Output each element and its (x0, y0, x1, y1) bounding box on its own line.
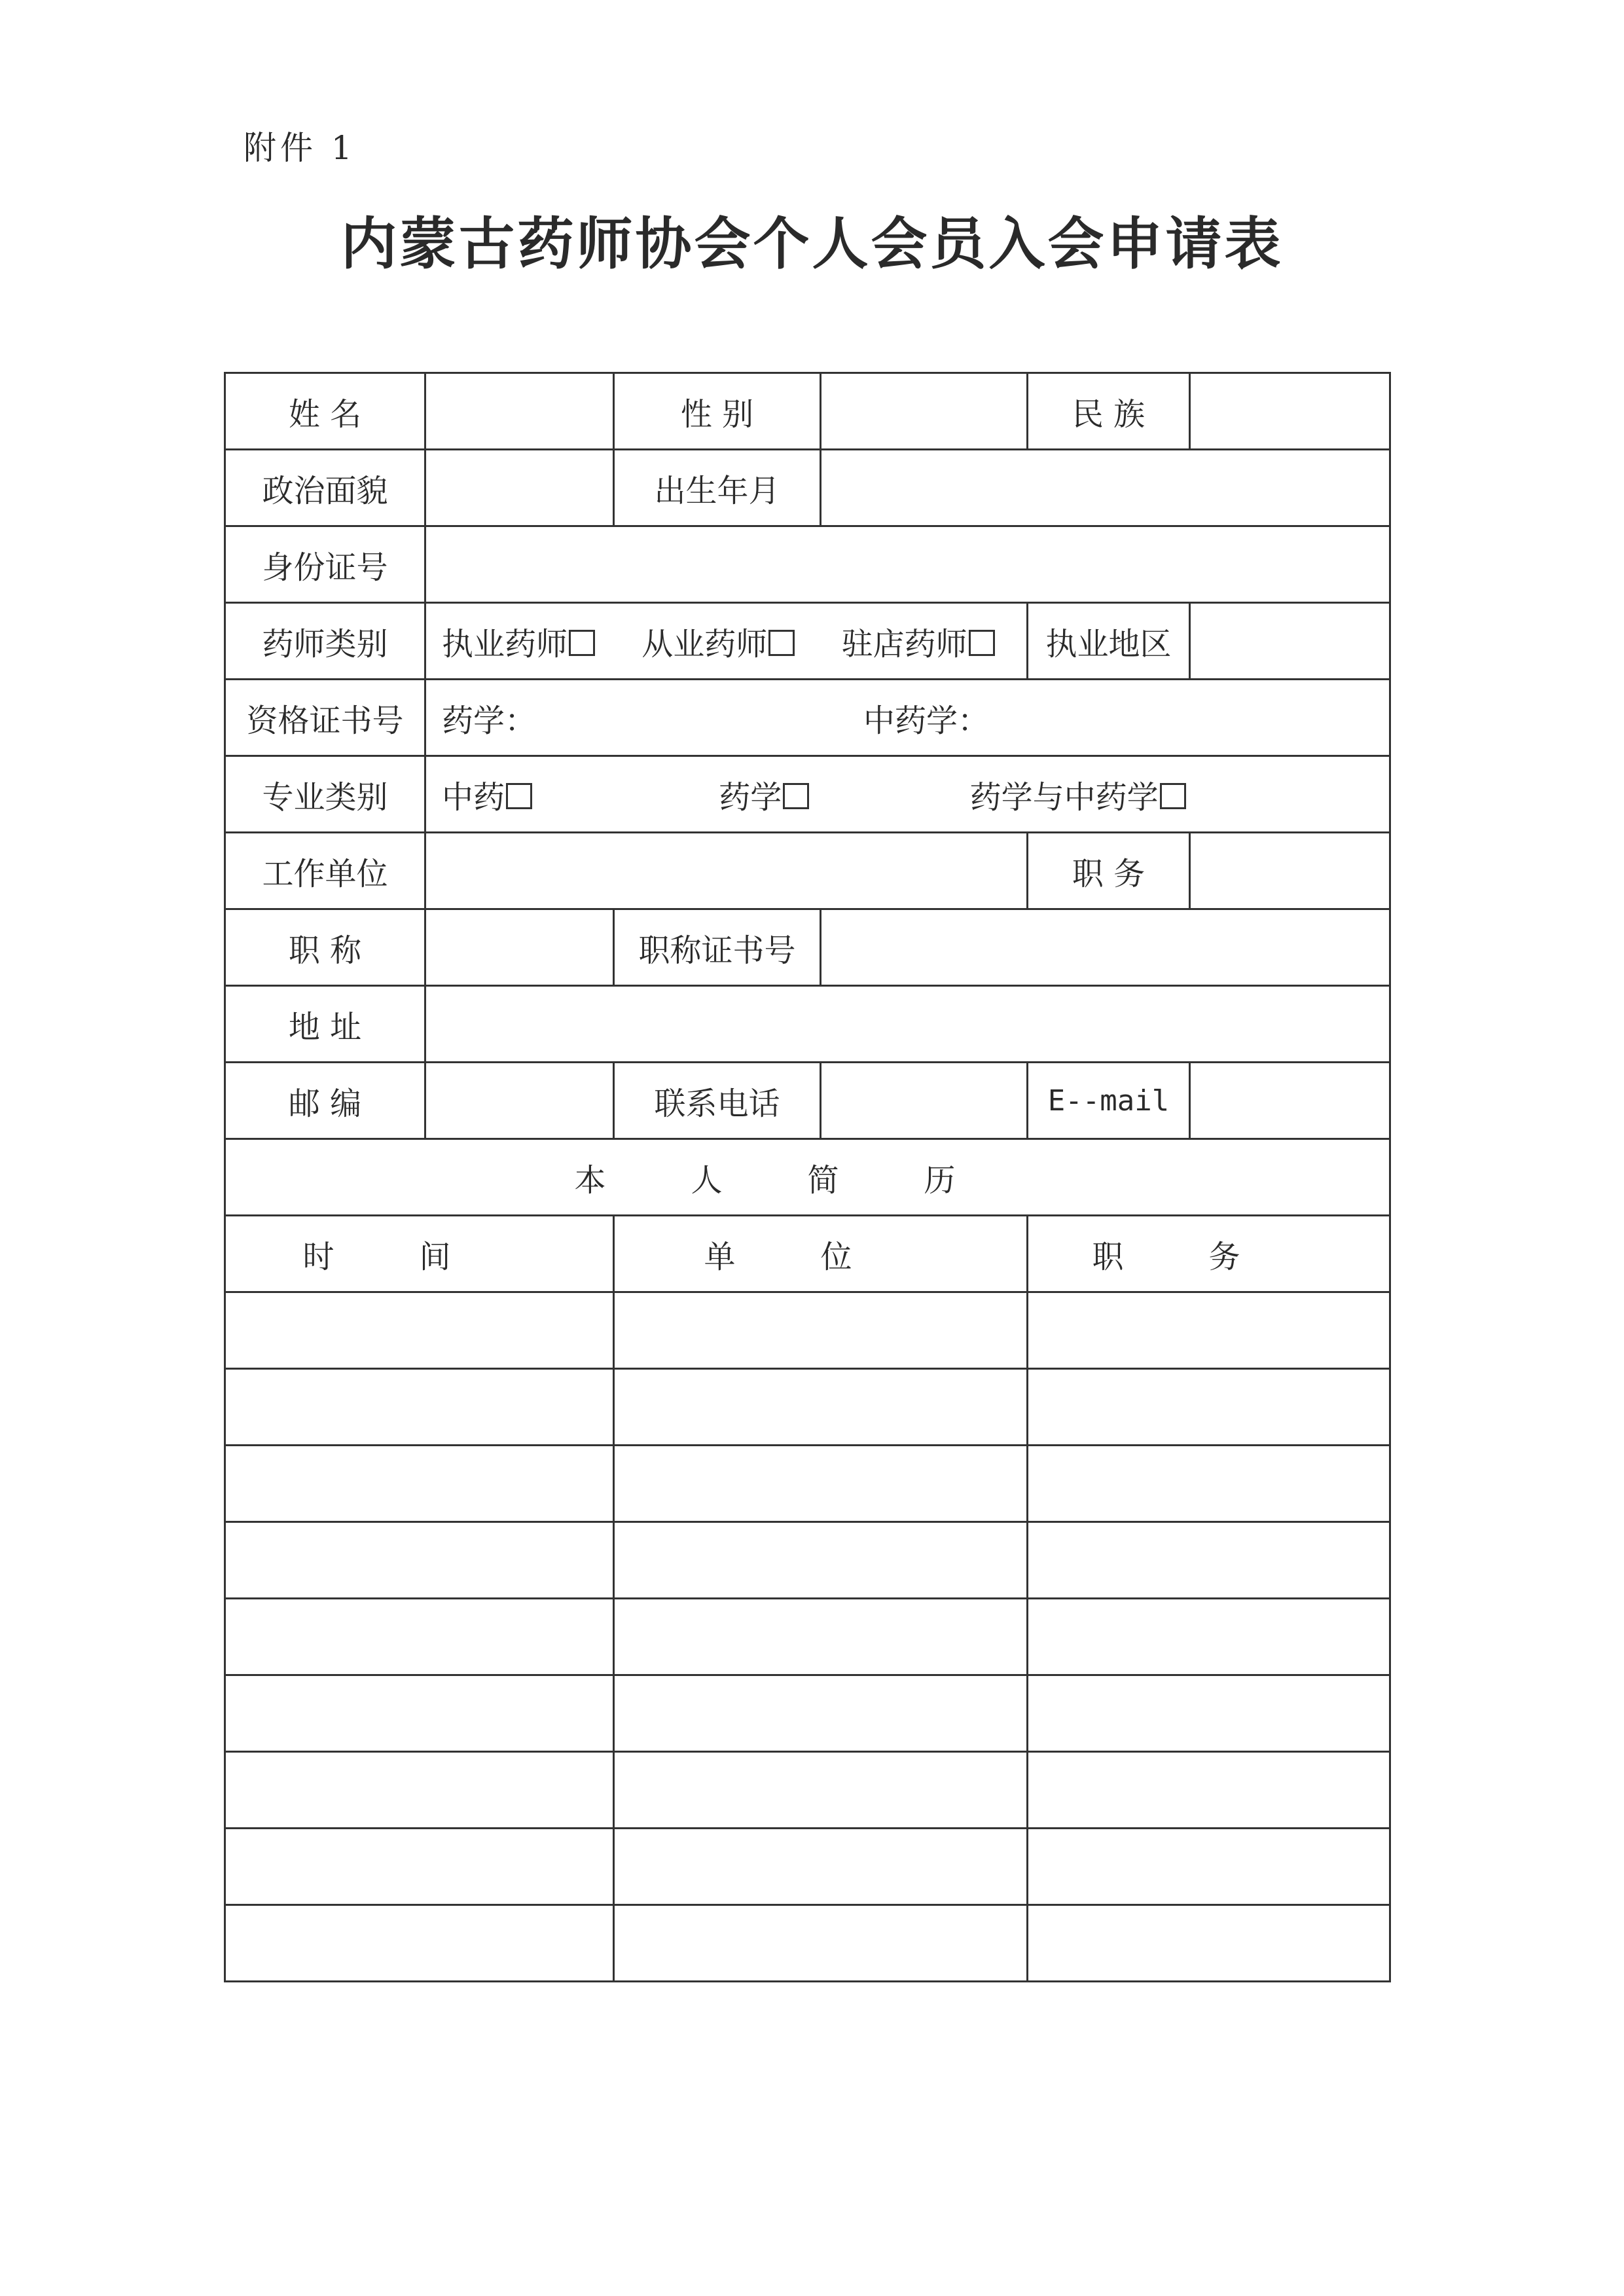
title-field[interactable] (425, 909, 614, 986)
resume-unit-cell[interactable] (614, 1905, 1028, 1982)
address-label: 地 址 (225, 986, 425, 1063)
resume-rows (225, 1292, 1390, 1982)
row-address (225, 986, 1390, 1063)
checkbox[interactable] (569, 630, 595, 656)
title-label: 职 称 (225, 909, 425, 986)
row-title (225, 909, 1390, 986)
row-contact (225, 1063, 1390, 1139)
option-licensed-pharmacist[interactable]: 执业药师 (442, 619, 595, 664)
resume-row (225, 1905, 1390, 1982)
resume-unit-cell[interactable] (614, 1599, 1028, 1675)
resume-unit-cell[interactable] (614, 1752, 1028, 1829)
resume-position-cell[interactable] (1028, 1752, 1390, 1829)
major-label: 专业类别 (225, 756, 425, 833)
work-unit-label: 工作单位 (225, 833, 425, 909)
option-practicing-pharmacist[interactable]: 从业药师 (641, 619, 795, 664)
phone-field[interactable] (821, 1063, 1028, 1139)
resume-unit-cell[interactable] (614, 1369, 1028, 1446)
pharmacist-type-options (425, 603, 1028, 680)
resume-time-cell[interactable] (225, 1829, 614, 1905)
option-pharmacy[interactable]: 药学 (719, 772, 809, 817)
resume-time-cell[interactable] (225, 1675, 614, 1752)
option-store-pharmacist[interactable]: 驻店药师 (842, 619, 995, 664)
cert-number-field[interactable] (425, 680, 1390, 756)
gender-field[interactable] (821, 373, 1028, 450)
name-label: 姓 名 (225, 373, 425, 450)
id-field[interactable] (425, 526, 1390, 603)
resume-position-cell[interactable] (1028, 1292, 1390, 1369)
cert-number-label: 资格证书号 (225, 680, 425, 756)
checkbox[interactable] (969, 630, 995, 656)
political-label: 政治面貌 (225, 450, 425, 526)
row-resume-heading (225, 1139, 1390, 1216)
row-resume-columns (225, 1216, 1390, 1292)
checkbox[interactable] (768, 630, 795, 656)
checkbox[interactable] (783, 783, 809, 809)
resume-row (225, 1752, 1390, 1829)
work-unit-field[interactable] (425, 833, 1028, 909)
practice-region-field[interactable] (1190, 603, 1390, 680)
resume-row (225, 1829, 1390, 1905)
resume-time-cell[interactable] (225, 1292, 614, 1369)
resume-col-time: 时间 (225, 1216, 614, 1292)
pharmacist-type-label: 药师类别 (225, 603, 425, 680)
row-pharmacist-type (225, 603, 1390, 680)
option-tcm[interactable]: 中药 (442, 772, 532, 817)
resume-time-cell[interactable] (225, 1446, 614, 1522)
row-id (225, 526, 1390, 603)
resume-position-cell[interactable] (1028, 1599, 1390, 1675)
birth-field[interactable] (821, 450, 1390, 526)
resume-time-cell[interactable] (225, 1599, 614, 1675)
name-field[interactable] (425, 373, 614, 450)
resume-heading: 本人简历 (225, 1139, 1390, 1216)
resume-row (225, 1446, 1390, 1522)
resume-row (225, 1599, 1390, 1675)
row-political (225, 450, 1390, 526)
postcode-field[interactable] (425, 1063, 614, 1139)
resume-unit-cell[interactable] (614, 1292, 1028, 1369)
resume-row (225, 1675, 1390, 1752)
resume-position-cell[interactable] (1028, 1446, 1390, 1522)
practice-region-label: 执业地区 (1028, 603, 1190, 680)
resume-row (225, 1369, 1390, 1446)
resume-row (225, 1292, 1390, 1369)
resume-row (225, 1522, 1390, 1599)
cert-tcm-label: 中药学： (863, 702, 990, 739)
resume-time-cell[interactable] (225, 1522, 614, 1599)
resume-unit-cell[interactable] (614, 1675, 1028, 1752)
resume-position-cell[interactable] (1028, 1829, 1390, 1905)
major-options (425, 756, 1390, 833)
resume-position-cell[interactable] (1028, 1369, 1390, 1446)
resume-unit-cell[interactable] (614, 1829, 1028, 1905)
resume-time-cell[interactable] (225, 1752, 614, 1829)
postcode-label: 邮 编 (225, 1063, 425, 1139)
ethnicity-label: 民 族 (1028, 373, 1190, 450)
ethnicity-field[interactable] (1190, 373, 1390, 450)
title-cert-field[interactable] (821, 909, 1390, 986)
option-pharmacy-and-tcm[interactable]: 药学与中药学 (970, 772, 1186, 817)
email-label: E--mail (1028, 1063, 1190, 1139)
resume-unit-cell[interactable] (614, 1522, 1028, 1599)
resume-unit-cell[interactable] (614, 1446, 1028, 1522)
id-label: 身份证号 (225, 526, 425, 603)
birth-label: 出生年月 (614, 450, 821, 526)
row-major (225, 756, 1390, 833)
phone-label: 联系电话 (614, 1063, 821, 1139)
resume-position-cell[interactable] (1028, 1905, 1390, 1982)
row-name (225, 373, 1390, 450)
checkbox[interactable] (506, 783, 532, 809)
checkbox[interactable] (1160, 783, 1186, 809)
page-title: 内蒙古药师协会个人会员入会申请表 (340, 211, 1284, 277)
resume-time-cell[interactable] (225, 1905, 614, 1982)
resume-col-position: 职务 (1028, 1216, 1390, 1292)
title-cert-label: 职称证书号 (614, 909, 821, 986)
resume-position-cell[interactable] (1028, 1675, 1390, 1752)
position-label: 职 务 (1028, 833, 1190, 909)
political-field[interactable] (425, 450, 614, 526)
resume-time-cell[interactable] (225, 1369, 614, 1446)
resume-col-unit: 单位 (614, 1216, 1028, 1292)
cert-pharmacy-label: 药学： (442, 702, 537, 739)
attachment-label: 附件 1 (244, 129, 356, 167)
address-field[interactable] (425, 986, 1390, 1063)
row-work-unit (225, 833, 1390, 909)
gender-label: 性 别 (614, 373, 821, 450)
position-field[interactable] (1190, 833, 1390, 909)
application-form-table (224, 372, 1391, 1982)
row-cert-number (225, 680, 1390, 756)
email-field[interactable] (1190, 1063, 1390, 1139)
resume-position-cell[interactable] (1028, 1522, 1390, 1599)
